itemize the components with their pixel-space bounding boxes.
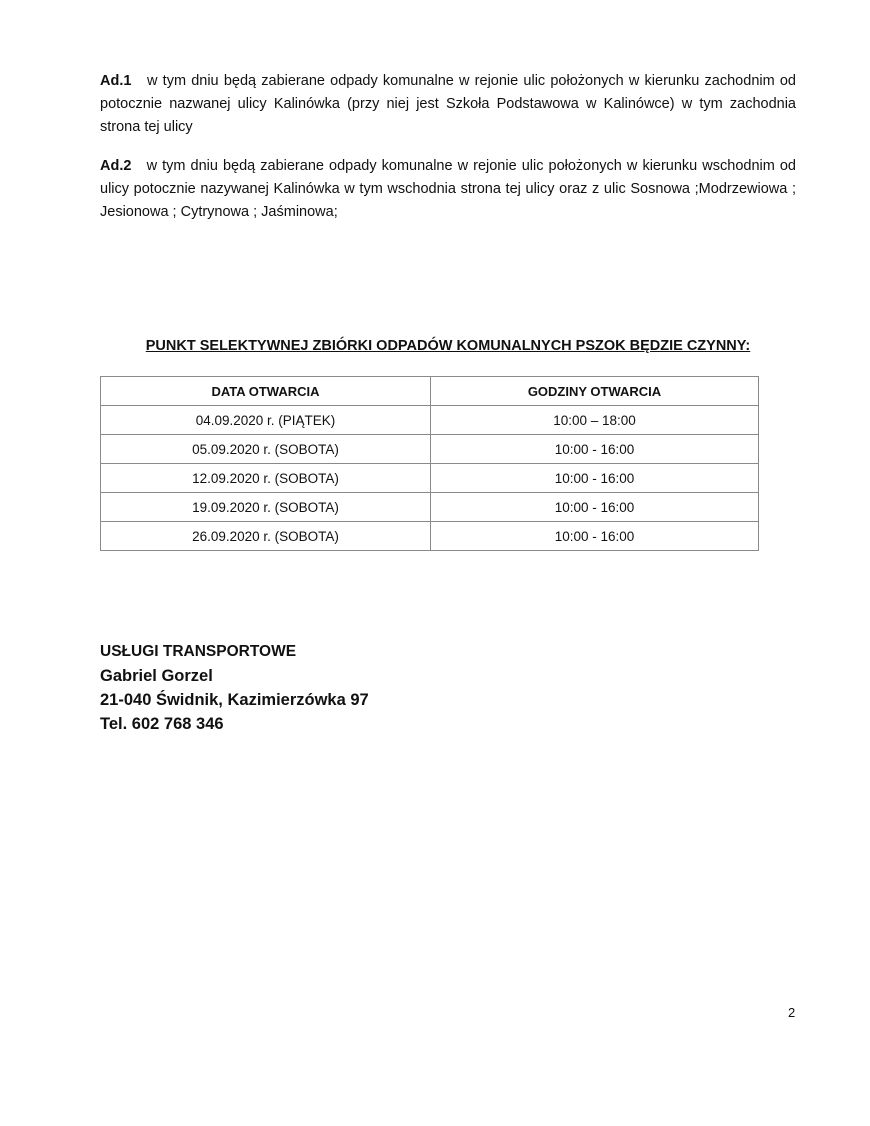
- paragraph-ad2-label: Ad.2: [100, 158, 132, 174]
- header-hours: GODZINY OTWARCIA: [431, 377, 759, 406]
- date-cell: 19.09.2020 r. (SOBOTA): [101, 493, 431, 522]
- hours-cell: 10:00 - 16:00: [431, 493, 759, 522]
- signature-block: [100, 640, 369, 736]
- hours-cell: 10:00 - 16:00: [431, 464, 759, 493]
- phone-number: Tel. 602 768 346: [100, 715, 224, 733]
- section-title: PUNKT SELEKTYWNEJ ZBIÓRKI ODPADÓW KOMUNALNYCH PSZOK BĘDZIE CZYNNY:: [145, 338, 751, 354]
- paragraph-ad1-text: w tym dniu będą zabierane odpady komunalne w rejonie ulic położonych w kierunku zachodnim od potocznie nazwanej ulicy Kalinówka (przy niej jest Szkoła Podstawowa w Kalinówce) w tym zachodnia strona tej ulicy: [100, 73, 796, 135]
- company-name: USŁUGI TRANSPORTOWE: [100, 643, 297, 660]
- date-cell: 05.09.2020 r. (SOBOTA): [101, 435, 431, 464]
- hours-cell: 10:00 - 16:00: [431, 522, 759, 551]
- address: 21-040 Świdnik, Kazimierzówka 97: [100, 691, 369, 709]
- table-row: [101, 522, 759, 551]
- table-header-row: [101, 377, 759, 406]
- header-date: DATA OTWARCIA: [101, 377, 431, 406]
- paragraph-ad2: [100, 155, 796, 224]
- hours-cell: 10:00 - 16:00: [431, 435, 759, 464]
- date-cell: 04.09.2020 r. (PIĄTEK): [101, 406, 431, 435]
- table-row: [101, 493, 759, 522]
- date-cell: 12.09.2020 r. (SOBOTA): [101, 464, 431, 493]
- person-name: Gabriel Gorzel: [100, 667, 213, 685]
- paragraph-ad1-label: Ad.1: [100, 73, 132, 89]
- paragraph-ad2-text: w tym dniu będą zabierane odpady komunalne w rejonie ulic położonych w kierunku wschodnim od ulicy potocznie nazywanej Kalinówka w tym wschodnia strona tej ulicy oraz z ulic Sosnowa ;Modrzewiowa ; Jesionowa ; Cytrynowa ; Jaśminowa;: [100, 158, 797, 220]
- paragraph-ad1: [100, 70, 796, 139]
- hours-cell: 10:00 – 18:00: [431, 406, 759, 435]
- date-cell: 26.09.2020 r. (SOBOTA): [101, 522, 431, 551]
- opening-hours-table: [100, 376, 759, 551]
- table-row: [101, 464, 759, 493]
- table-row: [101, 406, 759, 435]
- table-row: [101, 435, 759, 464]
- page-number: 2: [788, 1005, 796, 1020]
